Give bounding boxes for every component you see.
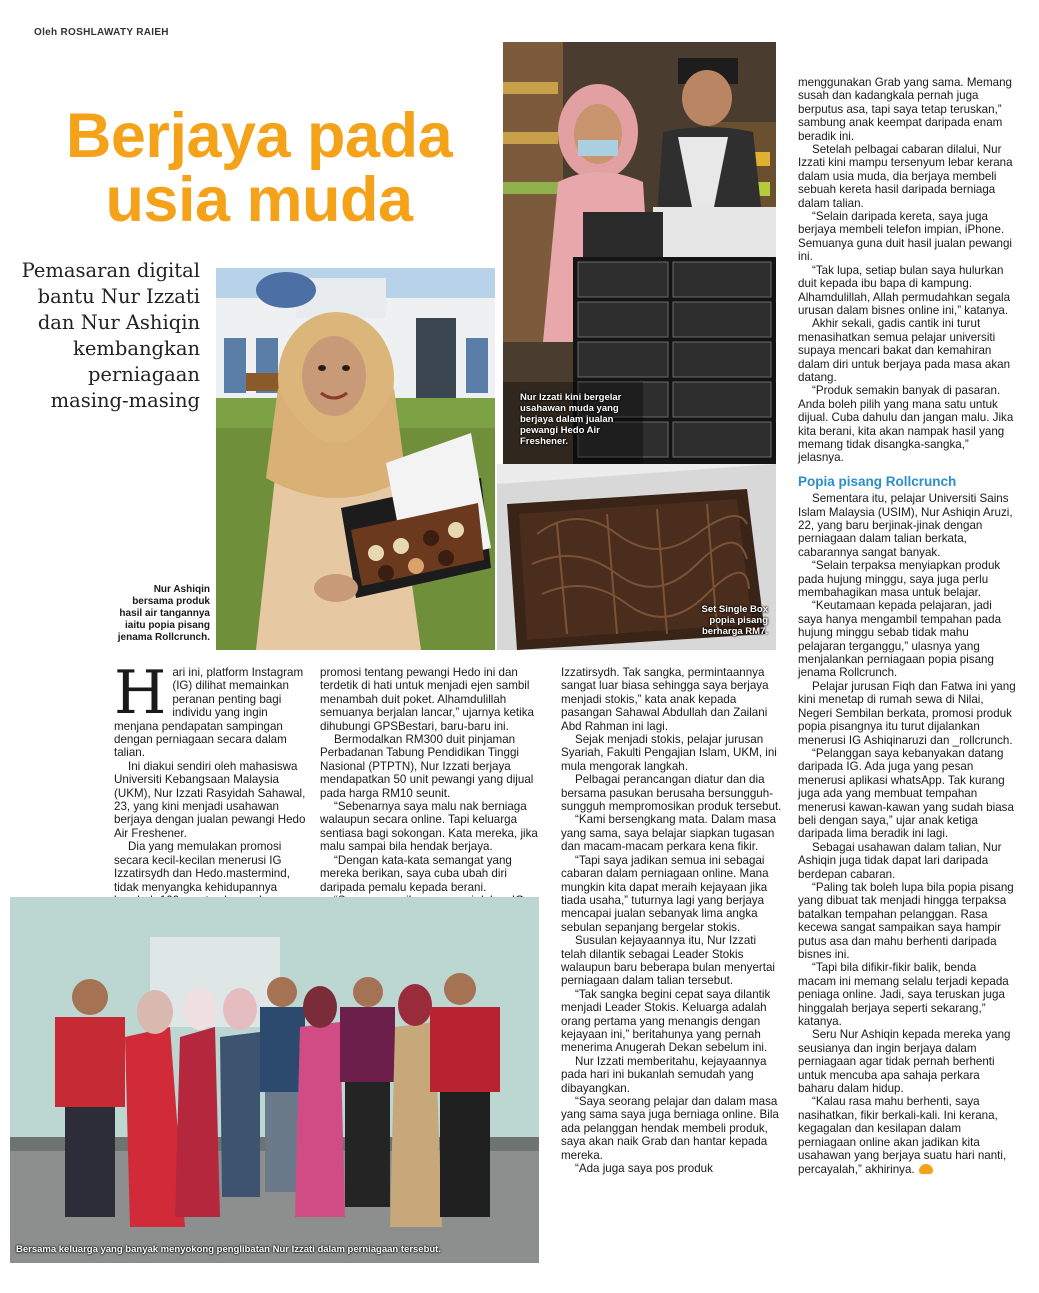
caption-line: berharga RM7. [702,626,768,637]
paragraph: Nur Izzati memberitahu, kejayaannya pada hari ini bukanlah semudah yang dibayangkan. [561,1054,767,1095]
paragraph: Akhir sekali, gadis cantik ini turut menasihatkan semua pelajar universiti supaya mencari bakat dan kemahiran dalam diri untuk berjaya pada masa akan datang. [798,317,1011,384]
subhead-line: dan Nur Ashiqin [37,311,200,334]
paragraph: menggunakan Grab yang sama. Memang susah dan kadangkala pernah juga berputus asa, tapi saya tetap teruskan,” sambung anak keempat daripada enam beradik ini. [798,76,1012,143]
column-4 [798,76,1016,1176]
subhead-line: bantu Nur Izzati [37,285,200,308]
paragraph: “Selain terpaksa menyiapkan produk pada hujung minggu, saya juga perlu membahagikan masa untuk belajar. [798,559,1001,600]
caption-line: popia pisang [709,615,768,626]
end-mark-icon [919,1164,933,1174]
headline [24,101,494,235]
section-subheading: Popia pisang Rollcrunch [798,473,957,489]
byline: Oleh ROSHLAWATY RAIEH [34,27,169,38]
paragraph: Izzatirsydh. Tak sangka, permintaannya sangat luar biasa sehingga saya berjaya menjadi stokis,” kata anak kepada pasangan Sahawal Abdullah dan Zailani Abd Rahman ini lagi. [561,666,769,733]
caption-popia [680,604,768,637]
paragraph: Sementara itu, pelajar Universiti Sains Islam Malaysia (USIM), Nur Ashiqin Aruzi, 22, yang baru berjinak-jinak dengan perniagaan dalam talian berkata, cabarannya sangat banyak. [798,492,1013,559]
paragraph: “Ada juga saya pos produk [575,1162,713,1176]
family-photo [10,897,539,1263]
caption-line: iaitu popia pisang [124,620,210,631]
paragraph: Bermodalkan RM300 duit pinjaman Perbadanan Tabung Pendidikan Tinggi Nasional (PTPTN), Nur Izzati berjaya mendapatkan 50 unit pewangi yang dijual pada harga RM10 seunit. [320,733,534,800]
column-2 [320,666,540,921]
caption-line: jenama Rollcrunch. [117,632,210,643]
paragraph: Setelah pelbagai cabaran dilalui, Nur Izzati kini mampu tersenyum lebar kerana dalam usia muda, dia berjaya membeli sebuah kereta hasil daripada berniaga dalam talian. [798,143,1013,210]
paragraph: Dia yang memulakan promosi secara kecil-kecilan menerusi IG Izzatirsydh dan Hedo.mastermind, tidak menyangka kehidupannya [114,840,290,894]
subhead-line: kembangkan [73,337,200,360]
ashiqin-photo [216,268,495,650]
paragraph: “Keutamaan kepada pelajaran, jadi saya hanya mengambil tempahan pada hujung minggu sebab tidak mahu pelajaran terganggu,” ulasnya yang menjalankan perniagaan popia pisang jenama Rollcrunch. [798,599,1002,680]
paragraph: Ini diakui sendiri oleh mahasiswa Universiti Kebangsaan Malaysia (UKM), Nur Izzati Rasyidah Sahawal, 23, yang kini menjadi usahawan berjaya dengan jualan pewangi Hedo Air Freshener. [114,759,306,840]
subhead-line: perniagaan [87,363,200,386]
paragraph: “Kami bersengkang mata. Dalam masa yang sama, saya belajar siapkan tugasan dan macam-macam perkara kena fikir. [561,813,777,854]
caption-family: Bersama keluarga yang banyak menyokong penglibatan Nur Izzati dalam perniagaan tersebut. [16,1244,441,1255]
paragraph: Pelajar jurusan Fiqh dan Fatwa ini yang kini menetap di rumah sewa di Nilai, Negeri Sembilan berkata, promosi produk popia pisangnya itu turut dijalankan menerusi IG Ashiqinaruzi dan _rollcrunch. [798,679,1016,747]
paragraph [114,658,310,760]
paragraph: “Tapi saya jadikan semua ini sebagai cabaran dalam perniagaan online. Mana mungkin kita dapat meraih kejayaan jika tiada usaha,” tuturnya lagi yang berjaya mencapai jualan sebanyak lima angka sebulan sepanjang bergelar stokis. [561,853,769,934]
paragraph: Pelbagai perancangan diatur dan dia bersama pasukan berusaha bersungguh-sungguh mempromosikan produk tersebut. [561,773,782,814]
paragraph: “Paling tak boleh lupa bila popia pisang yang dibuat tak menjadi hingga terpaksa batalkan tempahan pelanggan. Rasa kecewa sangat sampaikan saya hampir putus asa dan mahu berhenti daripada bisnes ini. [798,880,1014,961]
caption-ashiqin [110,584,210,644]
paragraph: “Pelanggan saya kebanyakan datang daripada IG. Ada juga yang pesan menerusi aplikasi whatsApp. Tak kurang juga ada yang membuat tempahan menerusi kawan-kawan yang sudah biasa beli dengan saya,” ujar anak ketiga daripada lima beradik ini lagi. [798,746,1014,841]
paragraph: “Tak lupa, setiap bulan saya hulurkan duit kepada ibu bapa di kampung. Alhamdulillah, Allah permudahkan segala urusan dalam bisnes online ini,” katanya. [798,263,1011,317]
paragraph: Sebagai usahawan dalam talian, Nur Ashiqin juga tidak dapat lari daripada berdepan cabaran. [798,840,1002,881]
dropcap: H [114,658,167,728]
paragraph-text: “Kalau rasa mahu berhenti, saya nasihatkan, fikir berkali-kali. Ini kerana, kegagalan dan kesilapan dalam perniagaan online akan jadikan kita usahawan yang berjaya suatu hari nanti, percayalah,” akhirinya. [798,1095,1007,1176]
subhead-line: Pemasaran digital [21,259,200,282]
paragraph: “Produk semakin banyak di pasaran. Anda boleh pilih yang mana satu untuk dijual. Cuba dahulu dan jangan malu. Jika kita berani, kita akan nampak hasil yang memang tidak disangka-sangka,” jelasnya. [798,384,1014,465]
paragraph-text: ari ini, platform Instagram (IG) dilihat memainkan peranan penting bagi individu yang ingin menjana pendapatan sampingan dengan perniagaan secara dalam talian. [114,666,304,760]
paragraph [798,1095,1016,1175]
paragraph: Seru Nur Ashiqin kepada mereka yang seusianya dan ingin berjaya dalam perniagaan agar tidak pernah berhenti untuk mencuba apa sahaja perkara baharu dalam hidup. [798,1028,1011,1096]
paragraph: “Selain daripada kereta, saya juga berjaya membeli telefon impian, iPhone. Semuanya guna duit hasil jualan pewangi ini. [798,210,1012,264]
paragraph: Susulan kejayaannya itu, Nur Izzati telah dilantik sebagai Leader Stokis walaupun baru beberapa bulan menyertai perniagaan dalam talian tersebut. [561,934,775,988]
paragraph: “Sebenarnya saya malu nak berniaga walaupun secara online. Tapi keluarga sentiasa bagi sokongan. Kata mereka, jika malu sampai bila hendak berjaya. [320,800,538,854]
paragraph: “Tapi bila difikir-fikir balik, benda macam ini memang selalu terjadi kepada peniaga online. Jadi, saya teruskan juga hinggalah berjaya seperti sekarang,” katanya. [798,961,1009,1029]
caption-line: Nur Ashiqin [153,584,210,595]
subhead-line: masing-masing [50,389,200,412]
caption-line: bersama produk [132,596,210,607]
caption-izzati: Nur Izzati kini bergelar usahawan muda yang berjaya dalam jualan pewangi Hedo Air Freshener. [520,392,622,447]
paragraph: promosi tentang pewangi Hedo ini dan terdetik di hati untuk menjadi ejen sambil menambah duit poket. Alhamdulillah semuanya berjalan lancar,” ujarnya ketika dihubungi GPSBestari, baru-baru ini. [320,666,534,733]
paragraph: “Dengan kata-kata semangat yang mereka berikan, saya cuba ubah diri daripada pemalu kepada berani. [320,853,512,894]
headline-line-1: Berjaya pada [65,101,453,171]
headline-line-2: usia muda [105,165,413,235]
paragraph: Sejak menjadi stokis, pelajar jurusan Syariah, Fakulti Pengajian Islam, UKM, ini mula mengorak langkah. [561,733,777,773]
caption-line: Set Single Box [701,604,768,615]
caption-line: hasil air tangannya [119,608,210,619]
subhead [10,258,200,414]
paragraph: “Saya seorang pelajar dan dalam masa yang sama saya juga berniaga online. Bila ada pelanggan hendak membeli produk, saya akan naik Grab dan hantar kepada mereka. [561,1095,779,1162]
column-3 [561,666,784,1175]
paragraph: “Tak sangka begini cepat saya dilantik menjadi Leader Stokis. Keluarga adalah orang pertama yang menangis dengan kejayaan ini,” beritahunya yang pernah menerima Anugerah Dekan sebelum ini. [561,987,771,1055]
